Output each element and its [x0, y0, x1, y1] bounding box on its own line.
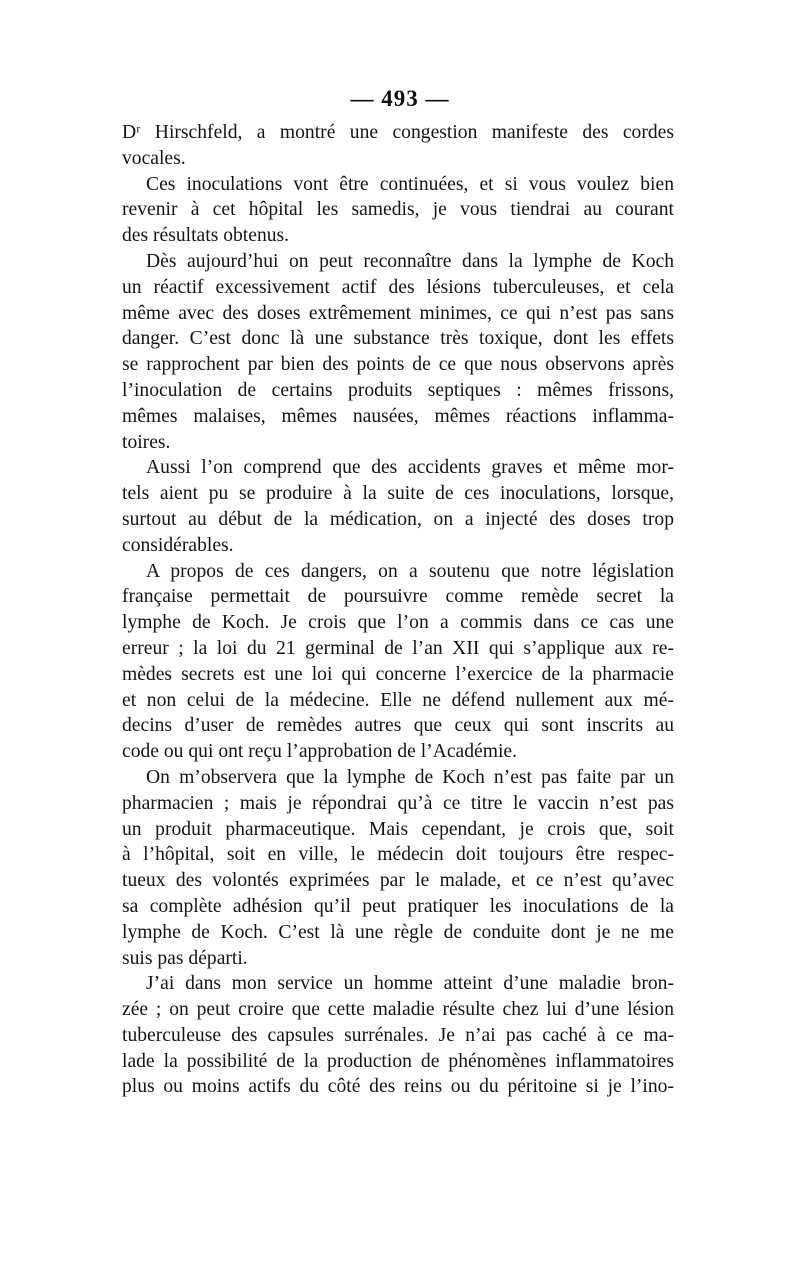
- text-line: surtout au début de la médication, on a injecté des doses trop: [122, 508, 674, 530]
- text-line: l’inoculation de certains produits septiques : mêmes frissons,: [122, 379, 674, 401]
- text-line: pharmacien ; mais je répondrai qu’à ce titre le vaccin n’est pas: [122, 792, 674, 814]
- body-text: [122, 120, 674, 1100]
- text-line: code ou qui ont reçu l’approbation de l’Académie.: [122, 741, 517, 763]
- text-line: A propos de ces dangers, on a soutenu que notre législation: [146, 560, 674, 582]
- text-line: même avec des doses extrêmement minimes, ce qui n’est pas sans: [122, 302, 674, 324]
- text-line: se rapprochent par bien des points de ce que nous observons après: [122, 354, 674, 376]
- page-number: — 493 —: [350, 86, 450, 111]
- text-line: sa complète adhésion qu’il peut pratiquer les inoculations de la: [122, 895, 674, 917]
- text-line: un produit pharmaceutique. Mais cependant, je crois que, soit: [122, 818, 674, 840]
- text-line: revenir à cet hôpital les samedis, je vous tiendrai au courant: [122, 199, 674, 221]
- text-line: tels aient pu se produire à la suite de ces inoculations, lorsque,: [122, 483, 674, 505]
- text-line: zée ; on peut croire que cette maladie résulte chez lui d’une lésion: [122, 999, 674, 1021]
- text-line: Ces inoculations vont être continuées, et si vous voulez bien: [146, 173, 674, 195]
- text-line: Dès aujourd’hui on peut reconnaître dans la lymphe de Koch: [146, 250, 674, 272]
- text-line: Dʳ Hirschfeld, a montré une congestion manifeste des cordes: [122, 122, 674, 143]
- text-line: On m’observera que la lymphe de Koch n’est pas faite par un: [146, 766, 674, 788]
- text-line: considérables.: [122, 534, 234, 556]
- text-line: et non celui de la médecine. Elle ne défend nullement aux mé-: [122, 689, 674, 711]
- text-line: lymphe de Koch. Je crois que l’on a commis dans ce cas une: [122, 612, 674, 634]
- text-line: erreur ; la loi du 21 germinal de l’an XII qui s’applique aux re-: [122, 637, 674, 659]
- text-line: danger. C’est donc là une substance très toxique, dont les effets: [122, 328, 674, 350]
- text-line: plus ou moins actifs du côté des reins ou du péritoine si je l’ino-: [122, 1076, 674, 1098]
- text-line: vocales.: [122, 147, 186, 169]
- text-line: des résultats obtenus.: [122, 225, 290, 247]
- text-line: Aussi l’on comprend que des accidents graves et même mor-: [146, 457, 674, 479]
- text-line: suis pas départi.: [122, 947, 248, 969]
- text-line: mèdes secrets est une loi qui concerne l’exercice de la pharmacie: [122, 663, 674, 685]
- text-line: toires.: [122, 431, 171, 453]
- text-line: à l’hôpital, soit en ville, le médecin doit toujours être respec-: [122, 844, 674, 866]
- text-line: decins d’user de remèdes autres que ceux qui sont inscrits au: [122, 715, 674, 737]
- text-line: française permettait de poursuivre comme remède secret la: [122, 586, 674, 608]
- text-line: lymphe de Koch. C’est là une règle de conduite dont je ne me: [122, 921, 674, 943]
- text-line: tuberculeuse des capsules surrénales. Je n’ai pas caché à ce ma-: [122, 1024, 674, 1046]
- text-line: lade la possibilité de la production de phénomènes inflammatoires: [122, 1050, 674, 1072]
- text-line: tueux des volontés exprimées par le malade, et ce n’est qu’avec: [122, 870, 674, 892]
- text-line: un réactif excessivement actif des lésions tuberculeuses, et cela: [122, 276, 674, 298]
- text-line: mêmes malaises, mêmes nausées, mêmes réactions inflamma-: [122, 405, 674, 427]
- text-line: J’ai dans mon service un homme atteint d’une maladie bron-: [146, 973, 674, 995]
